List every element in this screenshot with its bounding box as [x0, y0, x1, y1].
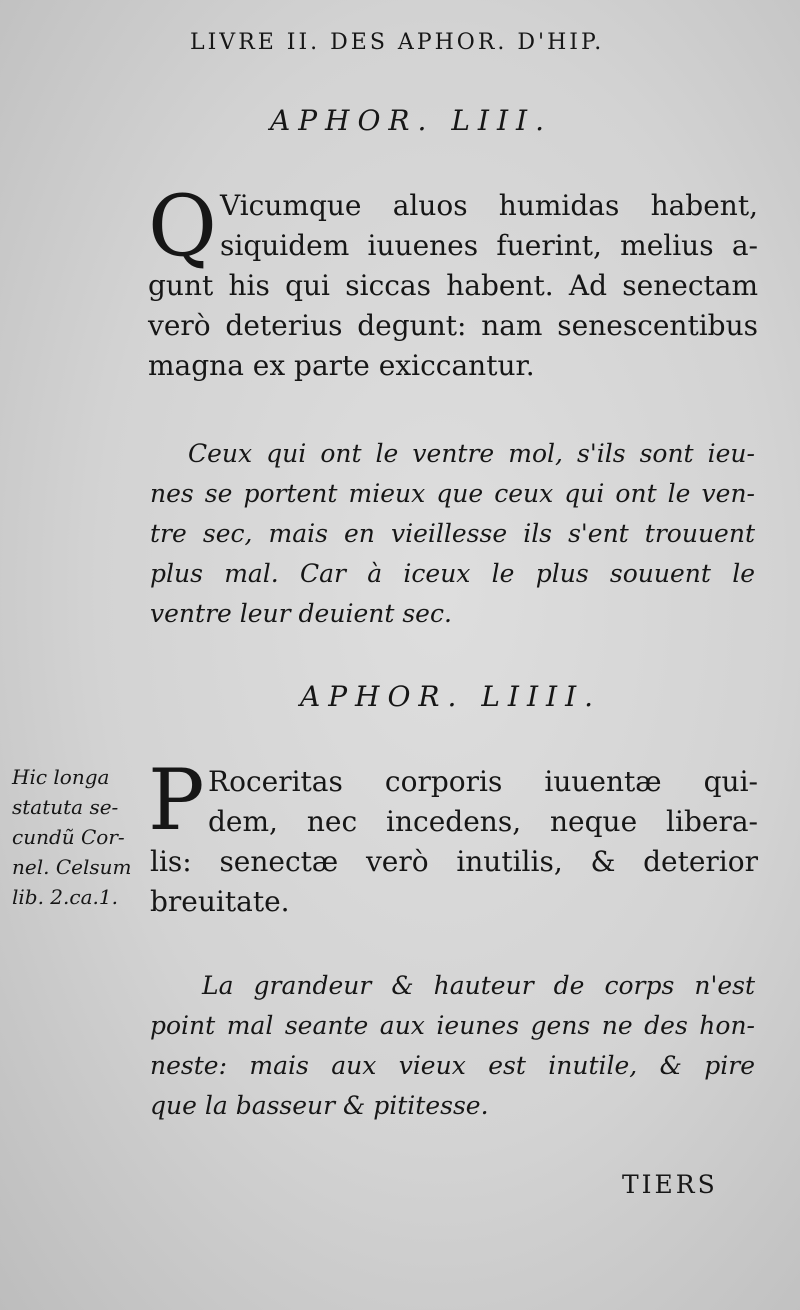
- french-line: Ceux qui ont le ventre mol, s'ils sont ieu-: [188, 439, 755, 468]
- latin-line: siquidem iuuenes fuerint, melius a-: [220, 229, 758, 262]
- aphorism-54-heading: APHOR. LIIII.: [300, 680, 602, 713]
- latin-line: breuitate.: [150, 885, 290, 918]
- margin-note-line: nel. Celsum: [12, 855, 132, 879]
- running-head: LIVRE II. DES APHOR. D'HIP.: [190, 30, 605, 55]
- aphorism-53-french-text: [150, 434, 755, 634]
- aphorism-54-latin-text: [148, 751, 758, 922]
- margin-note-line: cundũ Cor-: [12, 825, 125, 849]
- margin-note-line: Hic longa: [12, 765, 110, 789]
- aphorism-54-french-text: [150, 966, 755, 1126]
- french-line: que la basseur & pititesse.: [150, 1091, 489, 1120]
- catchword: TIERS: [622, 1170, 718, 1199]
- french-line: ventre leur deuient sec.: [150, 599, 452, 628]
- french-line: La grandeur & hauteur de corps n'est: [202, 971, 755, 1000]
- french-line: tre sec, mais en vieillesse ils s'ent trouuent: [150, 519, 755, 548]
- latin-line: magna ex parte exiccantur.: [148, 349, 535, 382]
- latin-line: gunt his qui siccas habent. Ad senectam: [148, 269, 758, 302]
- margin-note-line: lib. 2.ca.1.: [12, 885, 118, 909]
- latin-line: dem, nec incedens, neque libera-: [208, 805, 758, 838]
- french-line: neste: mais aux vieux est inutile, & pire: [150, 1051, 755, 1080]
- aphorism-53-heading: APHOR. LIII.: [270, 104, 552, 137]
- margin-note-line: statuta se-: [12, 795, 119, 819]
- aphorism-53-latin-text: [148, 177, 758, 386]
- latin-line: lis: senectæ verò inutilis, & deterior: [150, 845, 758, 878]
- latin-line: Roceritas corporis iuuentæ qui-: [208, 765, 758, 798]
- margin-note: [12, 762, 142, 912]
- french-line: plus mal. Car à iceux le plus souuent le: [150, 559, 755, 588]
- french-line: point mal seante aux ieunes gens ne des hon-: [150, 1011, 755, 1040]
- aphorism-54-dropcap: P: [148, 751, 205, 849]
- latin-line: verò deterius degunt: nam senescentibus: [148, 309, 758, 342]
- latin-line: Vicumque aluos humidas habent,: [220, 189, 758, 222]
- aphorism-53-dropcap: Q: [148, 177, 217, 275]
- french-line: nes se portent mieux que ceux qui ont le ven-: [150, 479, 755, 508]
